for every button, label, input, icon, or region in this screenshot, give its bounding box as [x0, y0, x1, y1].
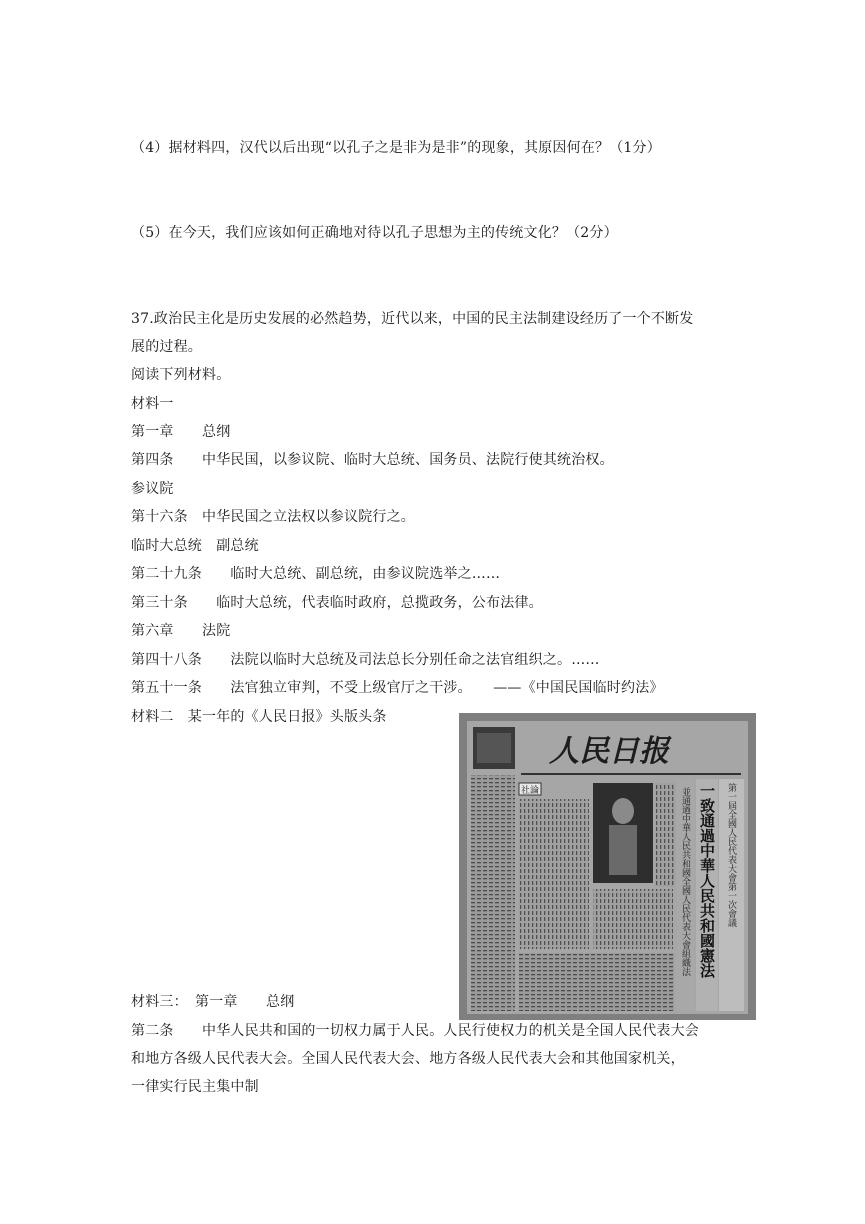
- question-4: （4）据材料四，汉代以后出现“以孔子之是非为是非”的现象，其原因何在？（1分）: [131, 140, 661, 156]
- material-3-line: 一律实行民主集中制: [131, 1079, 259, 1095]
- newspaper-headline-sub: 並通過中華人民共和國全國人民代表大會組織法: [680, 787, 690, 976]
- material-1-line: 第二十九条 临时大总统、副总统，由参议院选举之……: [131, 566, 501, 582]
- material-1-line: 第一章 总纲: [131, 424, 231, 440]
- question-5: （5）在今天，我们应该如何正确地对待以孔子思想为主的传统文化？（2分）: [131, 225, 618, 241]
- material-1-line: 第六章 法院: [131, 623, 231, 639]
- material-1-line: 参议院: [131, 481, 174, 497]
- newspaper-editorial-tag: 社論: [521, 786, 540, 796]
- q37-line-2: 展的过程。: [131, 339, 202, 355]
- q37-instruction: 阅读下列材料。: [131, 367, 231, 383]
- q37-line-1: 37.政治民主化是历史发展的必然趋势，近代以来，中国的民主法制建设经历了一个不断发: [131, 311, 694, 327]
- material-3-heading: 材料三： 第一章 总纲: [131, 994, 295, 1010]
- material-1-line: 第十六条 中华民国之立法权以参议院行之。: [131, 509, 415, 525]
- material-1-line: 第五十一条 法官独立审判，不受上级官厅之干涉。 ——《中国民国临时约法》: [131, 680, 664, 696]
- material-1-line: 第四十八条 法院以临时大总统及司法总长分别任命之法官组织之。……: [131, 652, 600, 668]
- material-1-line: 第三十条 临时大总统，代表临时政府，总揽政务，公布法律。: [131, 595, 543, 611]
- material-2-caption: 材料二 某一年的《人民日报》头版头条: [131, 709, 387, 725]
- material-3-line: 和地方各级人民代表大会。全国人民代表大会、地方各级人民代表大会和其他国家机关，: [131, 1051, 685, 1067]
- material-1-heading: 材料一: [131, 396, 174, 412]
- newspaper-headline-top: 第一屆全國人民代表大會第一次會議: [726, 783, 736, 927]
- material-3-line: 第二条 中华人民共和国的一切权力属于人民。人民行使权力的机关是全国人民代表大会: [131, 1023, 699, 1039]
- material-1-line: 临时大总统 副总统: [131, 538, 259, 554]
- newspaper-headline-main: 一致通過中華人民共和國憲法: [698, 783, 716, 978]
- material-1-line: 第四条 中华民国，以参议院、临时大总统、国务员、法院行使其统治权。: [131, 452, 614, 468]
- newspaper-photo: [459, 713, 756, 1020]
- newspaper-masthead: 人民日报: [549, 734, 669, 769]
